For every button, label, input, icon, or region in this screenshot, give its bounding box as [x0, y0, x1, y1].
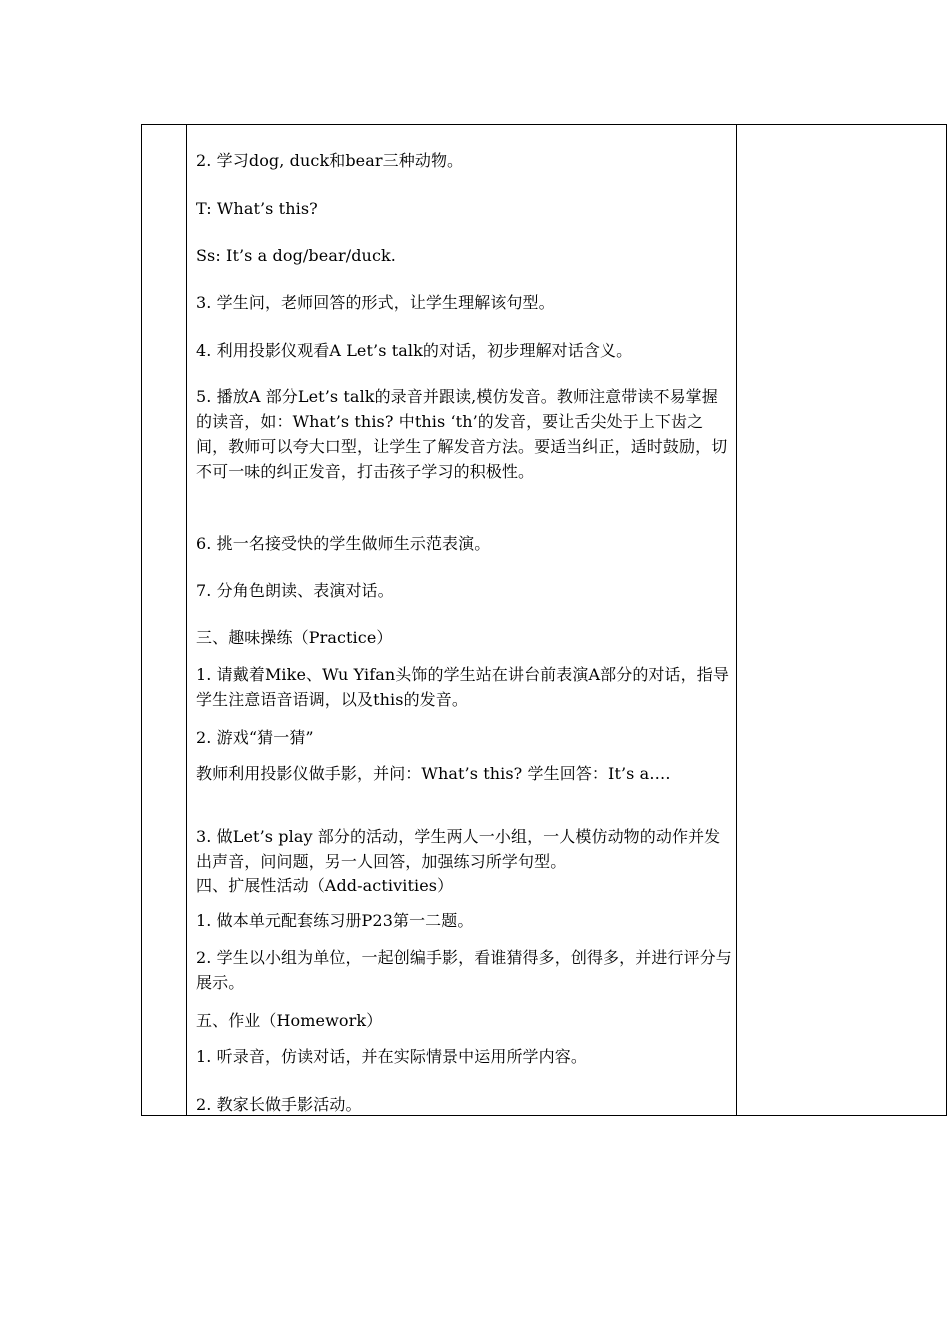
activity-workbook: 1. 做本单元配套练习册P23第一二题。: [196, 911, 474, 930]
homework-listen: 1. 听录音，仿读对话，并在实际情景中运用所学内容。: [196, 1047, 587, 1066]
activity-shadow-create: 2. 学生以小组为单位，一起创编手影，看谁猜得多，创得多，并进行评分与展示。: [196, 948, 732, 992]
section-add-activities-heading: 四、扩展性活动（Add-activities）: [196, 876, 454, 895]
step-role-play: 7. 分角色朗读、表演对话。: [196, 581, 394, 600]
step-recording-read: 5. 播放A 部分Let’s talk的录音并跟读,模仿发音。教师注意带读不易掌握的读音，如：What’s this? 中this ‘th’的发音，要让舌尖处于上下齿之间，教师可以夸大口型，让学生了解发音方法。要适当纠正，适时鼓励，切不可一味的纠正发音，打击孩子学习的积极性。: [196, 387, 728, 481]
students-answer: Ss: It’s a dog/bear/duck.: [196, 246, 396, 265]
step-demo-performance: 6. 挑一名接受快的学生做师生示范表演。: [196, 534, 491, 553]
column-divider: [736, 125, 737, 1115]
step-projector-talk: 4. 利用投影仪观看A Let’s talk的对话，初步理解对话含义。: [196, 341, 633, 360]
step-student-asks: 3. 学生问，老师回答的形式，让学生理解该句型。: [196, 293, 555, 312]
column-divider: [186, 125, 187, 1115]
practice-game-desc: 教师利用投影仪做手影，并问：What’s this? 学生回答：It’s a….: [196, 764, 671, 783]
section-homework-heading: 五、作业（Homework）: [196, 1011, 383, 1030]
practice-perform: 1. 请戴着Mike、Wu Yifan头饰的学生站在讲台前表演A部分的对话，指导学生注意语音语调，以及this的发音。: [196, 665, 729, 709]
section-practice-heading: 三、趣味操练（Practice）: [196, 628, 393, 647]
step-learn-animals: 2. 学习dog, duck和bear三种动物。: [196, 151, 464, 170]
teacher-question: T: What’s this?: [196, 199, 318, 218]
practice-game-title: 2. 游戏“猜一猜”: [196, 728, 314, 747]
practice-lets-play: 3. 做Let’s play 部分的活动，学生两人一小组，一人模仿动物的动作并发出声音，问问题，另一人回答，加强练习所学句型。: [196, 827, 721, 871]
homework-parents: 2. 教家长做手影活动。: [196, 1095, 362, 1114]
lesson-plan-table: [141, 124, 947, 1116]
